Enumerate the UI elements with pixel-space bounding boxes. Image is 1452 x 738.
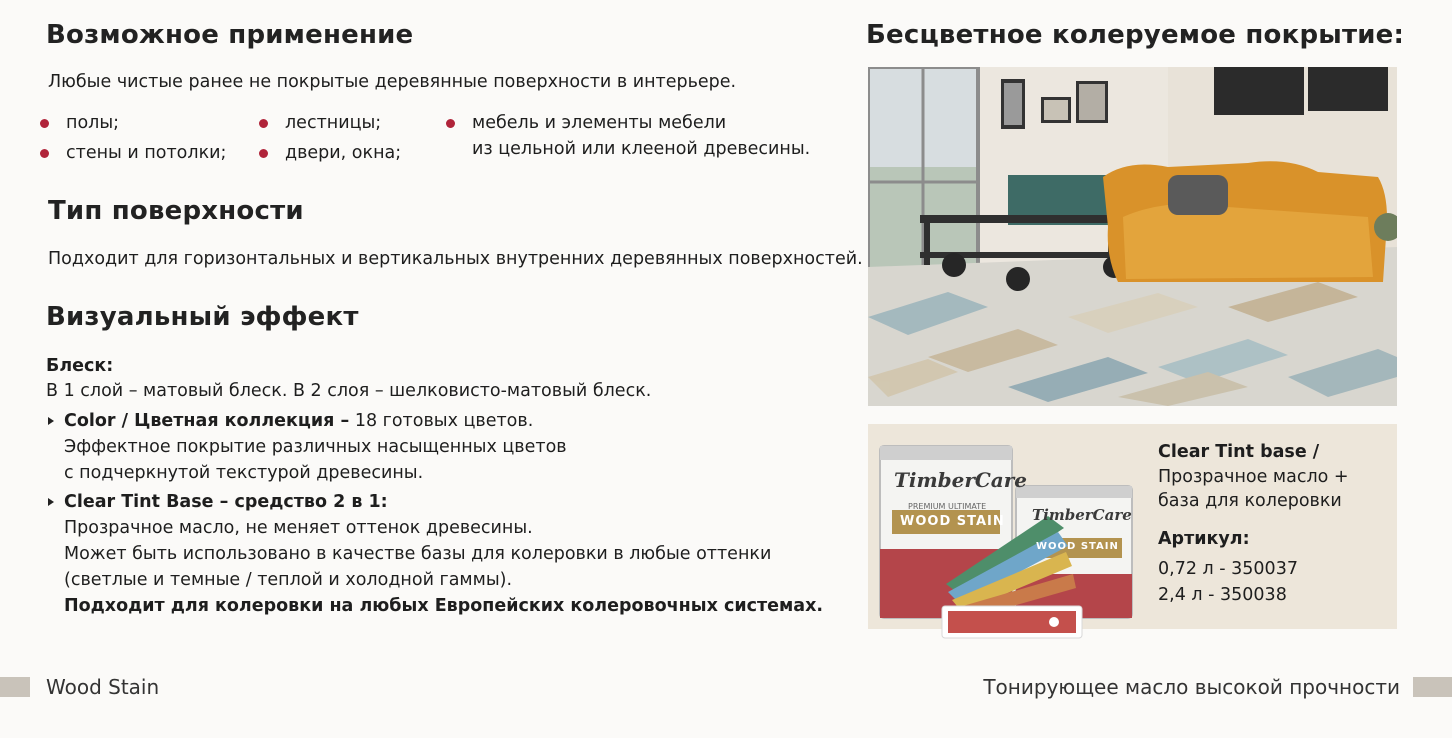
color-collection-line2: Эффектное покрытие различных насыщенных цветов <box>64 437 567 457</box>
clear-tint-line4: (светлые и темные / теплой и холодной гаммы). <box>64 570 513 590</box>
product-desc-line1: Прозрачное масло + <box>1158 467 1349 487</box>
usage-item-doors: двери, окна; <box>259 140 401 166</box>
product-cans-image <box>868 424 1148 649</box>
clear-tint-line3: Может быть использовано в качестве базы для колеровки в любые оттенки <box>64 544 772 564</box>
usage-item-floors: полы; <box>40 110 119 136</box>
can-subtitle-large: PREMIUM ULTIMATE <box>908 502 987 511</box>
product-desc-line2: база для колеровки <box>1158 491 1342 511</box>
visual-heading: Визуальный эффект <box>46 302 359 332</box>
surface-heading: Тип поверхности <box>48 196 304 226</box>
can-label-small: WOOD STAIN <box>1036 541 1119 552</box>
usage-item-stairs: лестницы; <box>259 110 381 136</box>
footer-right-label: Тонирующее масло высокой прочности <box>983 675 1400 699</box>
usage-intro: Любые чистые ранее не покрытые деревянные поверхности в интерьере. <box>48 72 737 92</box>
right-heading: Бесцветное колеруемое покрытие: <box>866 20 1405 50</box>
sku-small: 0,72 л - 350037 <box>1158 559 1298 579</box>
sku-large: 2,4 л - 350038 <box>1158 585 1287 605</box>
color-collection-item: Color / Цветная коллекция – 18 готовых цветов. <box>46 408 533 434</box>
footer-bar-right <box>1413 677 1452 697</box>
brand-logo-small: TimberCare <box>1032 506 1132 524</box>
can-label-large: WOOD STAIN <box>900 514 1005 529</box>
color-collection-line3: с подчеркнутой текстурой древесины. <box>64 463 424 483</box>
footer-left-label: Wood Stain <box>46 675 160 699</box>
product-box <box>868 424 1397 629</box>
gloss-label: Блеск: <box>46 356 114 376</box>
usage-heading: Возможное применение <box>46 20 414 50</box>
usage-item-furniture: мебель и элементы мебели <box>446 110 726 136</box>
product-name: Clear Tint base / <box>1158 442 1320 462</box>
clear-tint-line2: Прозрачное масло, не меняет оттенок древесины. <box>64 518 533 538</box>
gloss-text: В 1 слой – матовый блеск. В 2 слоя – шелковисто-матовый блеск. <box>46 381 652 401</box>
clear-tint-item: Clear Tint Base – средство 2 в 1: <box>46 489 388 515</box>
usage-item-furniture-line2: из цельной или клееной древесины. <box>472 139 811 159</box>
surface-text: Подходит для горизонтальных и вертикальных внутренних деревянных поверхностей. <box>48 249 863 269</box>
interior-photo <box>868 67 1397 406</box>
article-label: Артикул: <box>1158 529 1250 549</box>
usage-item-walls: стены и потолки; <box>40 140 226 166</box>
footer-bar-left <box>0 677 30 697</box>
clear-tint-line5: Подходит для колеровки на любых Европейских колеровочных системах. <box>64 596 824 616</box>
brand-logo-large: TimberCare <box>894 468 1028 492</box>
